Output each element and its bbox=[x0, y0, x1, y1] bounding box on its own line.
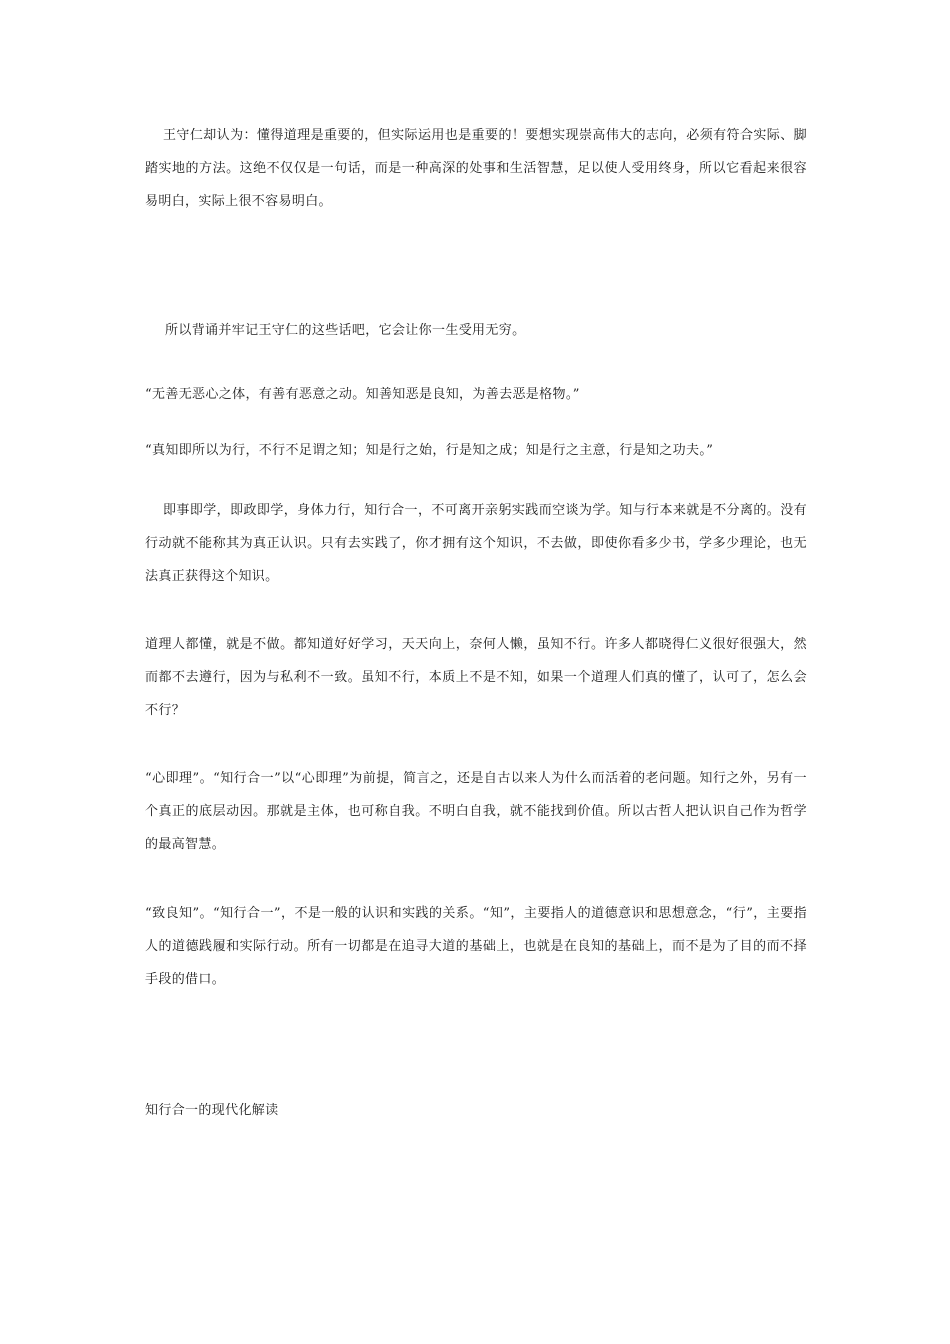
paragraph-recite-advice: 所以背诵并牢记王守仁的这些话吧，它会让你一生受用无穷。 bbox=[165, 323, 526, 338]
paragraph-practice: 即事即学，即政即学，身体力行，知行合一，不可离开亲躬实践而空谈为学。知与行本来就是不分离的。没有行动就不能称其为真正认识。只有去实践了，你才拥有这个知识，不去做，即使你看多少书，学多少理论，也无法真正获得这个知识。 bbox=[145, 503, 807, 584]
section-heading-modern-interpretation: 知行合一的现代化解读 bbox=[145, 1103, 279, 1118]
quote-liangzhi: “无善无恶心之体，有善有恶意之动。知善知恶是良知，为善去恶是格物。” bbox=[145, 387, 580, 402]
paragraph-knowing-not-doing: 道理人都懂，就是不做。都知道好好学习，天天向上，奈何人懒，虽知不行。许多人都晓得仁义很好很强大，然而都不去遵行，因为与私利不一致。虽知不行，本质上不是不知，如果一个道理人们真的懂了，认可了，怎么会不行？ bbox=[145, 637, 807, 718]
paragraph-xin-ji-li: “心即理”。“知行合一”以“心即理”为前提，简言之，还是自古以来人为什么而活着的老问题。知行之外，另有一个真正的底层动因。那就是主体，也可称自我。不明白自我，就不能找到价值。所以古哲人把认识自己作为哲学的最高智慧。 bbox=[145, 771, 807, 852]
quote-zhenzhi: “真知即所以为行，不行不足谓之知；知是行之始，行是知之成；知是行之主意，行是知之功夫。” bbox=[145, 443, 714, 458]
paragraph-zhi-liangzhi: “致良知”。“知行合一”，不是一般的认识和实践的关系。“知”，主要指人的道德意识和思想意念，“行”，主要指人的道德践履和实际行动。所有一切都是在追寻大道的基础上，也就是在良知的基础上，而不是为了目的而不择手段的借口。 bbox=[145, 906, 807, 987]
paragraph-wang-shouren-view: 王守仁却认为：懂得道理是重要的，但实际运用也是重要的！要想实现崇高伟大的志向，必须有符合实际、脚踏实地的方法。这绝不仅仅是一句话，而是一种高深的处事和生活智慧，足以使人受用终身，所以它看起来很容易明白，实际上很不容易明白。 bbox=[145, 128, 807, 209]
